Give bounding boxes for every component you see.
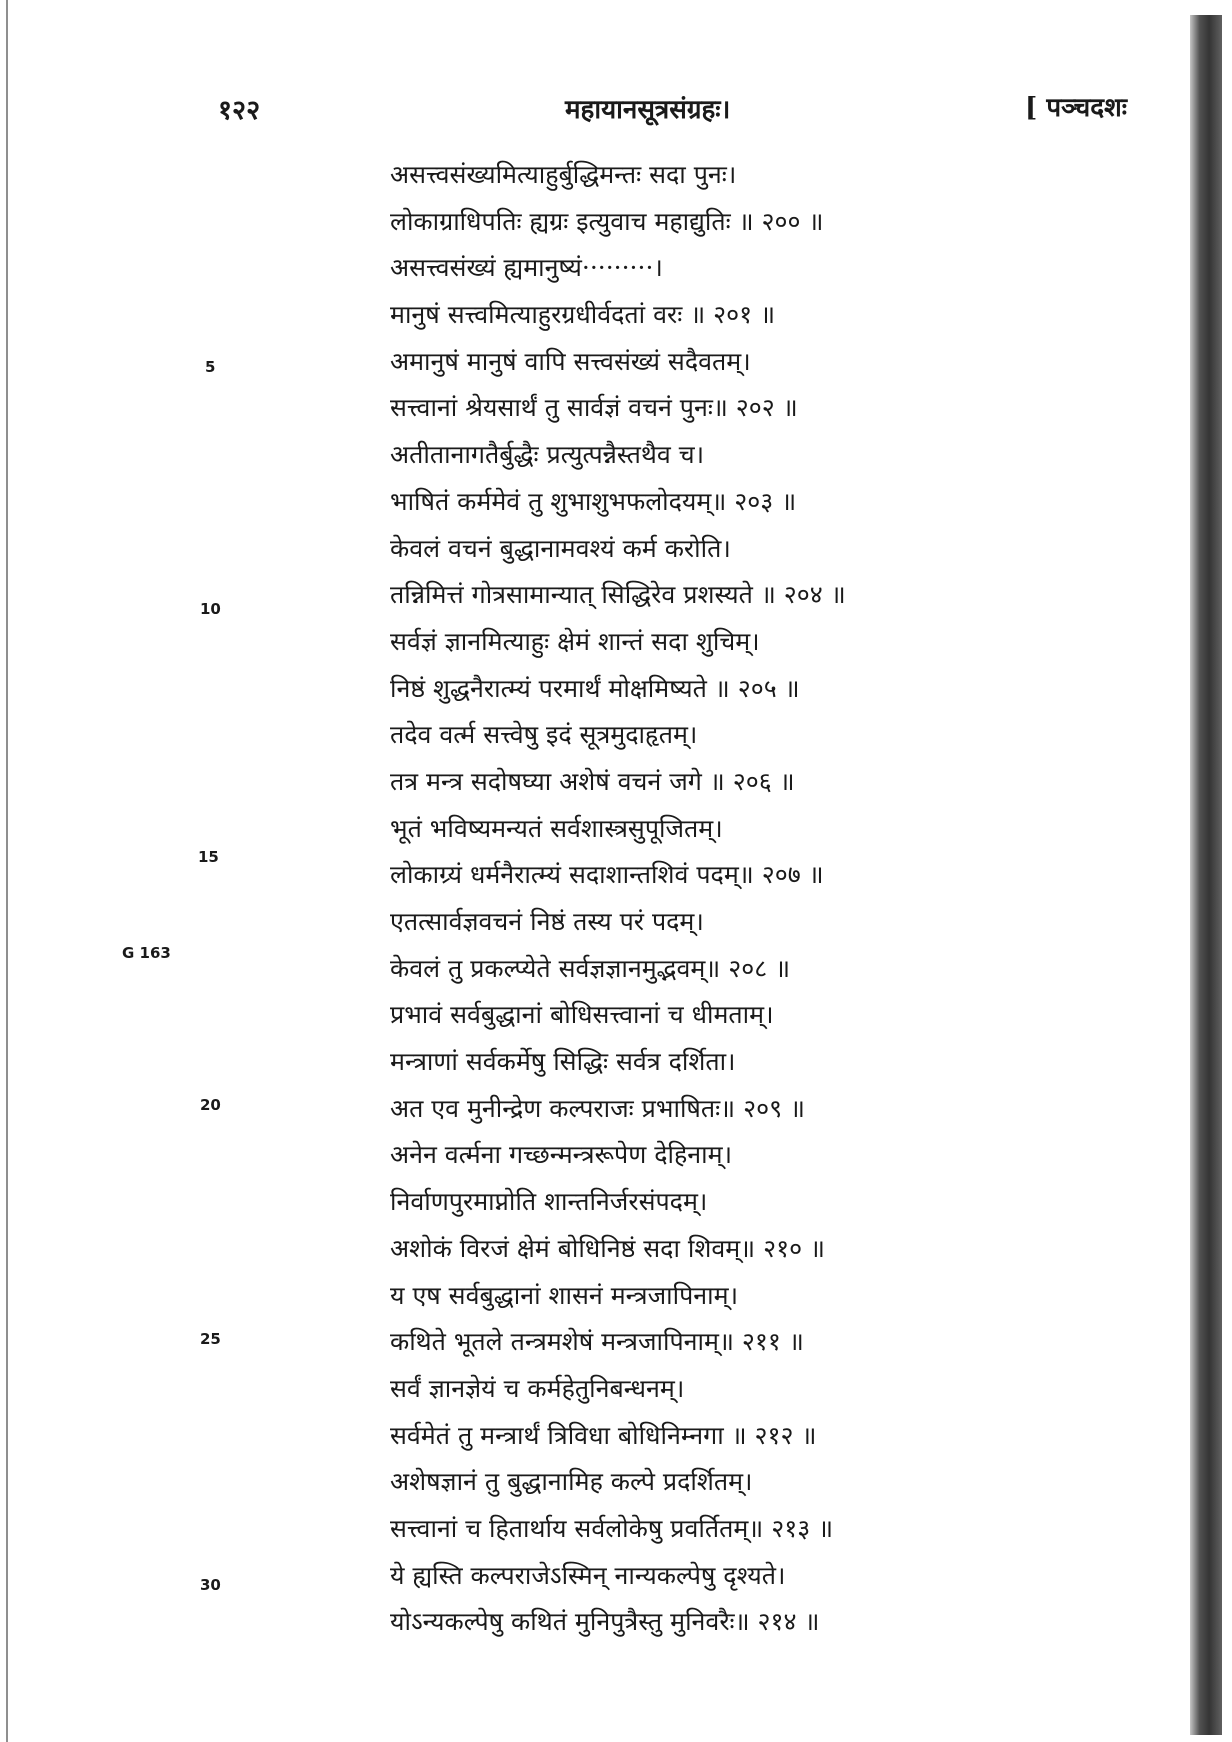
verse-line: सत्त्वानां श्रेयसार्थं तु सार्वज्ञं वचनं पुनः॥ २०२ ॥ bbox=[390, 393, 798, 423]
verse-line: तदेव वर्त्म सत्त्वेषु इदं सूत्रमुदाहृतम्। bbox=[390, 720, 698, 750]
line-number-margin: 15 bbox=[198, 848, 219, 866]
verse-line: सत्त्वानां च हितार्थाय सर्वलोकेषु प्रवर्तितम्॥ २१३ ॥ bbox=[390, 1513, 834, 1543]
verse-line: अनेन वर्त्मना गच्छन्मन्त्ररूपेण देहिनाम्। bbox=[390, 1140, 733, 1170]
verse-line: प्रभावं सर्वबुद्धानां बोधिसत्त्वानां च धीमताम्। bbox=[390, 1000, 774, 1030]
verse-line: सर्वं ज्ञानज्ञेयं च कर्महेतुनिबन्धनम्। bbox=[390, 1373, 685, 1403]
page-left-edge bbox=[6, 0, 8, 1742]
line-number-margin: 10 bbox=[200, 600, 221, 618]
line-number-margin: 30 bbox=[200, 1576, 221, 1594]
verse-line: सर्वज्ञं ज्ञानमित्याहुः क्षेमं शान्तं सदा शुचिम्। bbox=[390, 626, 760, 656]
verse-line: सर्वमेतं तु मन्त्रार्थं त्रिविधा बोधिनिम्नगा ॥ २१२ ॥ bbox=[390, 1420, 817, 1450]
verse-line: लोकाग्राधिपतिः ह्यग्रः इत्युवाच महाद्युतिः ॥ २०० ॥ bbox=[390, 206, 824, 236]
verse-line: असत्त्वसंख्यमित्याहुर्बुद्धिमन्तः सदा पुनः। bbox=[390, 160, 737, 189]
verse-line: असत्त्वसंख्यं ह्यमानुष्यं·········। bbox=[390, 253, 663, 283]
line-number-margin: 25 bbox=[200, 1330, 221, 1348]
verse-line: तन्निमित्तं गोत्रसामान्यात् सिद्धिरेव प्रशस्यते ॥ २०४ ॥ bbox=[390, 580, 846, 610]
verse-line: मानुषं सत्त्वमित्याहुरग्रधीर्वदतां वरः ॥ २०१ ॥ bbox=[390, 300, 776, 330]
line-number-margin: 5 bbox=[205, 358, 216, 376]
running-title: महायानसूत्रसंग्रहः। bbox=[565, 95, 731, 125]
verse-line: निष्ठं शुद्धनैरात्म्यं परमार्थं मोक्षमिष्यते ॥ २०५ ॥ bbox=[390, 673, 800, 703]
verse-line: अमानुषं मानुषं वापि सत्त्वसंख्यं सदैवतम्। bbox=[390, 346, 751, 376]
verse-line: तत्र मन्त्र सदोषघ्या अशेषं वचनं जगे ॥ २०६ ॥ bbox=[390, 766, 795, 796]
page-number: १२२ bbox=[218, 95, 261, 126]
verse-line: ये ह्यस्ति कल्पराजेऽस्मिन् नान्यकल्पेषु दृश्यते। bbox=[390, 1560, 786, 1590]
verse-block bbox=[390, 152, 1030, 1646]
line-number-margin: 20 bbox=[200, 1096, 221, 1114]
verse-line: अतीतानागतैर्बुद्धैः प्रत्युत्पन्नैस्तथैव च। bbox=[390, 440, 705, 470]
verse-line: लोकाग्र्यं धर्मनैरात्म्यं सदाशान्तशिवं पदम्॥ २०७ ॥ bbox=[390, 860, 824, 890]
section-label: [ पञ्चदशः bbox=[1025, 93, 1128, 123]
verse-line: योऽन्यकल्पेषु कथितं मुनिपुत्रैस्तु मुनिवरैः॥ २१४ ॥ bbox=[390, 1607, 820, 1637]
verse-line: अत एव मुनीन्द्रेण कल्पराजः प्रभाषितः॥ २०९ ॥ bbox=[390, 1093, 806, 1123]
verse-line: अशोकं विरजं क्षेमं बोधिनिष्ठं सदा शिवम्॥ २१० ॥ bbox=[390, 1233, 826, 1263]
page-header bbox=[0, 90, 1232, 130]
page-binding-shadow bbox=[1190, 15, 1222, 1735]
verse-line: मन्त्राणां सर्वकर्मेषु सिद्धिः सर्वत्र दर्शिता। bbox=[390, 1047, 736, 1077]
verse-line: निर्वाणपुरमाप्नोति शान्तनिर्जरसंपदम्। bbox=[390, 1187, 708, 1217]
verse-line: य एष सर्वबुद्धानां शासनं मन्त्रजापिनाम्। bbox=[390, 1280, 739, 1310]
verse-line: एतत्सार्वज्ञवचनं निष्ठं तस्य परं पदम्। bbox=[390, 907, 704, 936]
verse-line: केवलं वचनं बुद्धानामवश्यं कर्म करोति। bbox=[390, 533, 731, 563]
manuscript-folio-ref: G 163 bbox=[122, 944, 171, 962]
verse-line: अशेषज्ञानं तु बुद्धानामिह कल्पे प्रदर्शितम्। bbox=[390, 1467, 753, 1497]
verse-line: भाषितं कर्ममेवं तु शुभाशुभफलोदयम्॥ २०३ ॥ bbox=[390, 486, 797, 516]
verse-line: केवलं तु प्रकल्प्येते सर्वज्ञज्ञानमुद्भवम्॥ २०८ ॥ bbox=[390, 953, 791, 983]
verse-line: भूतं भविष्यमन्यतं सर्वशास्त्रसुपूजितम्। bbox=[390, 813, 723, 843]
verse-line: कथिते भूतले तन्त्रमशेषं मन्त्रजापिनाम्॥ २११ ॥ bbox=[390, 1327, 804, 1357]
